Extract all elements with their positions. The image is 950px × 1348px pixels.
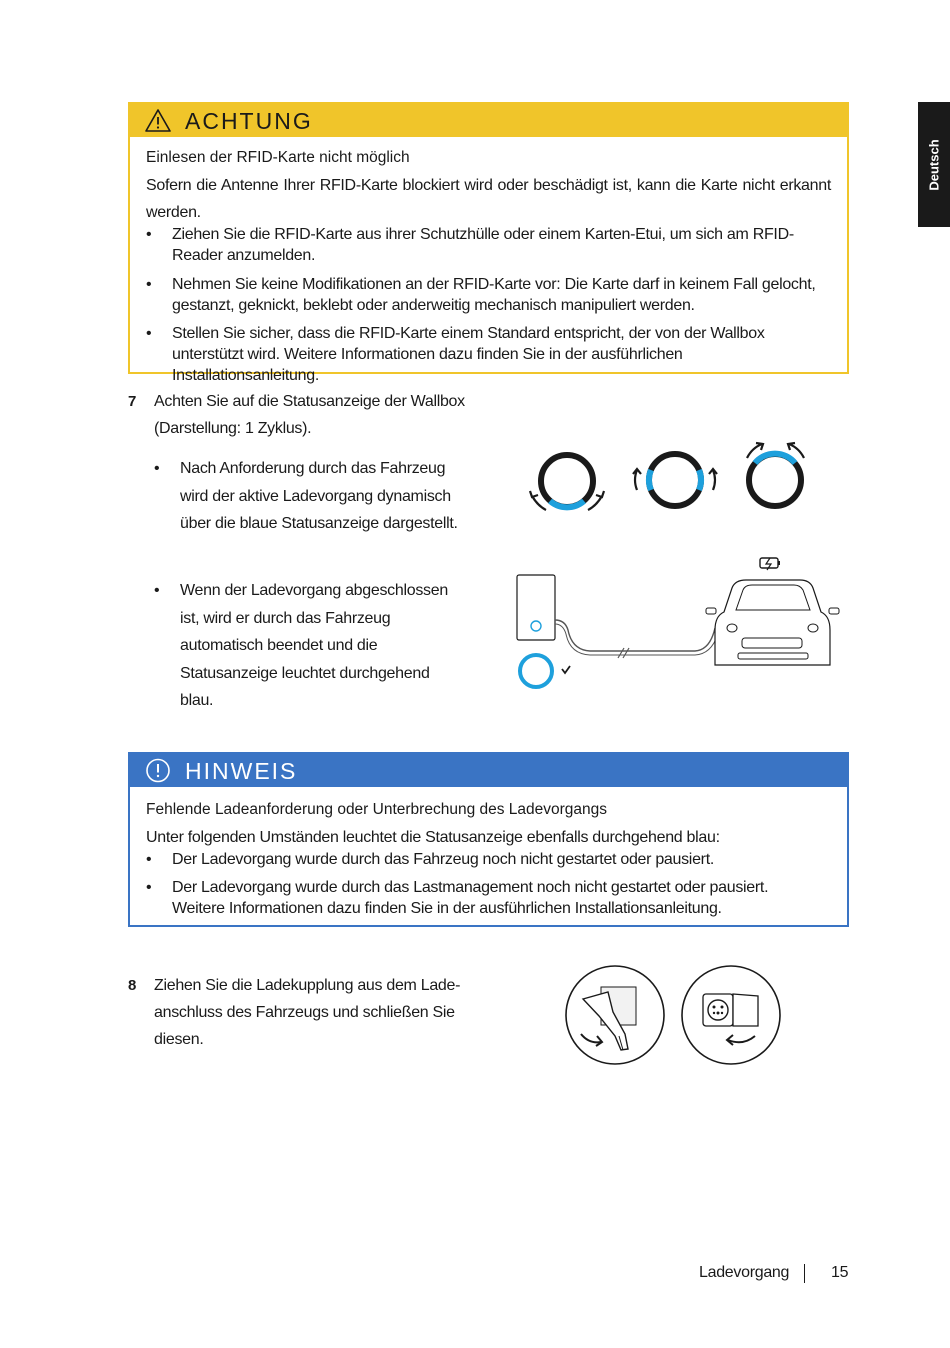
step-8-text-line: Ziehen Sie die Ladekupplung aus dem Lade- [154, 977, 461, 994]
step-8-text-line: diesen. [154, 1031, 204, 1048]
wallbox-car-charging-illustration [510, 550, 840, 695]
status-ring-icon [633, 454, 717, 506]
battery-charging-icon [760, 558, 780, 570]
note-subtitle: Fehlende Ladeanforderung oder Unterbrechung des Ladevorgangs [146, 801, 608, 818]
note-bullet: • Der Ladevorgang wurde durch das Fahrzeug noch nicht gestartet oder pausiert. [146, 851, 714, 868]
status-ring-complete-icon [520, 655, 570, 687]
step-7-bullet-finished: • Wenn der Ladevorgang abgeschlossen ist, wird er durch das Fahrzeug automatisch beendet und die Statusanzeige leuchtet durchgehend blau. [154, 582, 448, 709]
footer-section-label: Ladevorgang [699, 1264, 790, 1281]
step-7-text-line: (Darstellung: 1 Zyklus). [154, 420, 312, 437]
exclamation-circle-icon [144, 758, 172, 783]
close-charging-port-icon [682, 966, 780, 1064]
language-tab[interactable] [918, 102, 950, 227]
note-bullet: • Der Ladevorgang wurde durch das Lastmanagement noch nicht gestartet oder pausiert. Weitere Informationen dazu finden Sie in der ausführlichen Installationsanleitung. [146, 879, 769, 917]
note-header [130, 754, 847, 787]
note-intro: Unter folgenden Umständen leuchtet die Statusanzeige ebenfalls durchgehend blau: [146, 829, 720, 846]
status-ring-icon [747, 443, 804, 506]
warning-bullet: • Stellen Sie sicher, dass die RFID-Karte einem Standard entspricht, der von der Wallbox unterstützt wird. Weitere Informationen dazu finden Sie in der ausführlichen Installationsanleitung. [146, 325, 765, 384]
warning-title: ACHTUNG [185, 108, 313, 134]
warning-bullet: • Ziehen Sie die RFID-Karte aus ihrer Schutzhülle oder einem Karten-Etui, um sich am RFID-Reader anzumelden. [146, 226, 794, 264]
unplug-connector-icon [566, 966, 664, 1064]
step-number: 7 [128, 393, 137, 410]
note-title: HINWEIS [185, 758, 298, 784]
footer-divider [804, 1264, 805, 1283]
warning-intro: Sofern die Antenne Ihrer RFID-Karte blockiert wird oder beschädigt ist, kann die Karte nicht erkannt werden. [146, 177, 831, 221]
installation-manual-reference[interactable]: Installationsanleitung. [172, 367, 319, 384]
warning-subtitle: Einlesen der RFID-Karte nicht möglich [146, 149, 410, 166]
status-ring-cycle-illustration [520, 440, 820, 520]
warning-header [130, 104, 847, 137]
language-tab-label: Deutsch [926, 138, 942, 191]
step-7-bullet-dynamic: • Nach Anforderung durch das Fahrzeug wird der aktive Ladevorgang dynamisch über die blaue Statusanzeige dargestellt. [154, 460, 458, 532]
installation-manual-reference[interactable]: Installationsanleitung. [574, 900, 722, 917]
car-icon [706, 580, 839, 665]
status-ring-icon [530, 455, 604, 510]
wallbox-icon [517, 575, 719, 658]
note-box [128, 752, 849, 927]
step-8-text-line: anschluss des Fahrzeugs und schließen Sie [154, 1004, 455, 1021]
warning-triangle-icon [144, 108, 172, 133]
page-number: 15 [831, 1264, 849, 1281]
warning-box [128, 102, 849, 384]
unplug-close-port-illustration [563, 964, 785, 1068]
step-7-text-line: Achten Sie auf die Statusanzeige der Wallbox [154, 393, 465, 410]
warning-bullet: • Nehmen Sie keine Modifikationen an der RFID-Karte vor: Die Karte darf in keinem Fall gelocht, gestanzt, geknickt, beklebt oder anderweitig mechanisch manipuliert werden. [146, 276, 816, 314]
step-number: 8 [128, 977, 137, 994]
